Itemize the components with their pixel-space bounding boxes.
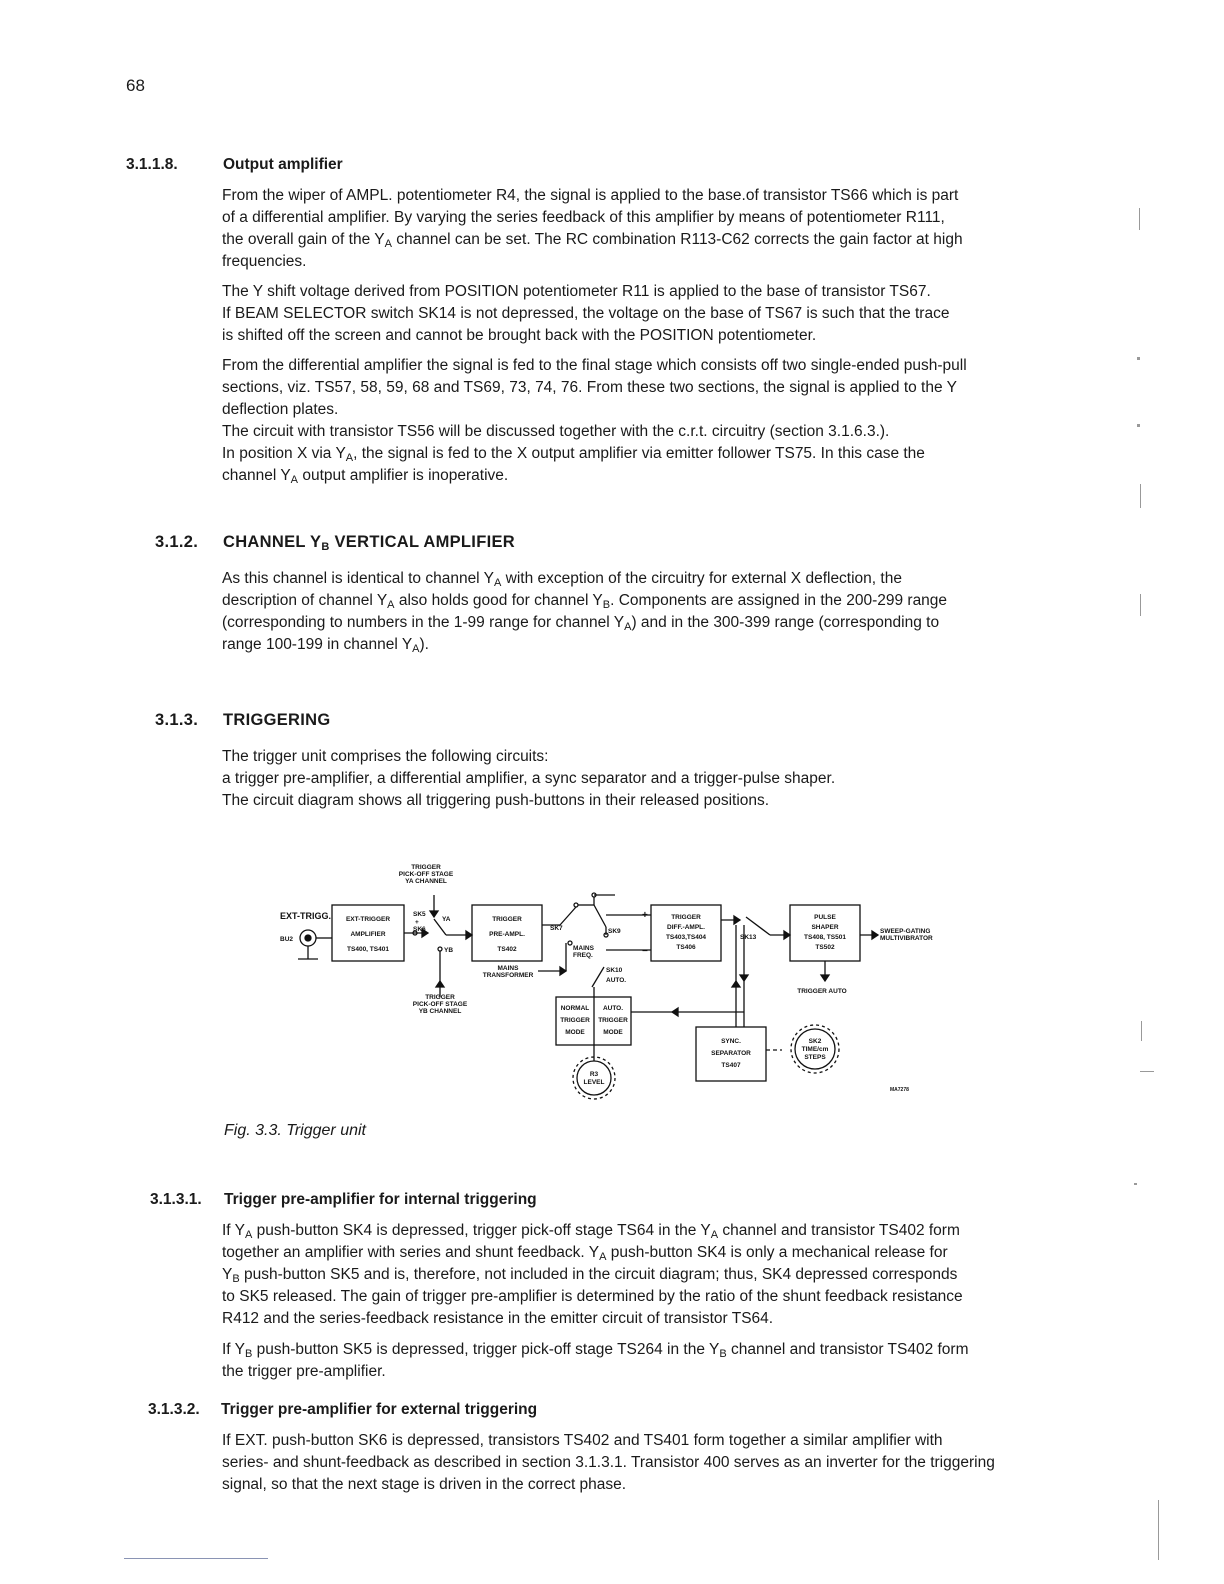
paragraph-line — [222, 590, 1052, 612]
label: MAINS — [497, 965, 519, 972]
label: SK9 — [608, 928, 621, 935]
label: MAINS — [573, 945, 594, 952]
label: + — [642, 910, 648, 921]
paragraph-line — [222, 1339, 1052, 1361]
paragraph-line: sections, viz. TS57, 58, 59, 68 and TS69, 73, 74, 76. From these two sections, the signal is applied to the Y — [222, 379, 957, 396]
section-title-part: CHANNEL Y — [223, 533, 322, 551]
paragraph — [222, 1430, 1052, 1496]
label: SK13 — [740, 934, 757, 941]
text-segment: push-button SK4 is only a mechanical release for — [606, 1244, 948, 1261]
paragraph-line: deflection plates. — [222, 401, 339, 418]
label: + — [415, 919, 419, 926]
label: PRE-AMPL. — [489, 931, 525, 938]
label: − — [642, 946, 648, 957]
text-segment: channel can be set. The RC combination R113-C62 corrects the gain factor at high — [391, 231, 963, 248]
label: TRIGGER — [492, 916, 522, 923]
label: TRIGGER — [560, 1017, 590, 1024]
paragraph-line: If EXT. push-button SK6 is depressed, transistors TS402 and TS401 form together a similar amplifier with — [222, 1432, 943, 1449]
paragraph-line — [222, 1242, 1052, 1264]
paragraph — [222, 568, 1052, 656]
paragraph-line — [222, 1264, 1052, 1286]
paragraph-line: signal, so that the next stage is driven in the correct phase. — [222, 1476, 627, 1493]
paragraph-line: From the differential amplifier the signal is fed to the final stage which consists off two single-ended push-pull — [222, 357, 967, 374]
label: TRIGGER — [598, 1017, 628, 1024]
subscript: A — [710, 1229, 719, 1241]
subscript: A — [290, 474, 299, 486]
paragraph-line: The trigger unit comprises the following circuits: — [222, 748, 549, 765]
paragraph — [222, 746, 1052, 812]
subscript: A — [345, 452, 354, 464]
paragraph — [222, 1220, 1052, 1330]
subscript: A — [412, 643, 420, 655]
scan-mark — [1134, 1183, 1137, 1185]
text-segment: channel Y — [222, 467, 291, 484]
section-number: 3.1.3.2. — [148, 1401, 200, 1418]
subscript: A — [244, 1229, 253, 1241]
paragraph-line: the trigger pre-amplifier. — [222, 1363, 386, 1380]
text-segment: (corresponding to numbers in the 1-99 range for channel Y — [222, 614, 625, 631]
label: TS408, TS501 — [804, 934, 846, 941]
text-segment: with exception of the circuitry for external X deflection, the — [501, 570, 902, 587]
label: AMPLIFIER — [350, 931, 386, 938]
text-segment: push-button SK4 is depressed, trigger pick-off stage TS64 in the Y — [252, 1222, 711, 1239]
subscript: B — [719, 1348, 727, 1360]
paragraph-line: of a differential amplifier. By varying the series feedback of this amplifier by means of potentiometer R111, — [222, 209, 945, 226]
label: EXT-TRIGGER — [345, 916, 391, 923]
text-segment: channel and transistor TS402 form — [726, 1341, 969, 1358]
paragraph-line: to SK5 released. The gain of trigger pre-amplifier is determined by the ratio of the shunt feedback resistance — [222, 1288, 963, 1305]
label: TRIGGER — [671, 914, 701, 921]
figure-code: MA7278 — [890, 1087, 909, 1093]
label: TS406 — [676, 944, 696, 951]
diagram-labels — [280, 864, 933, 1093]
text-segment: In position X via Y — [222, 445, 346, 462]
label: PICK-OFF STAGE — [412, 1001, 468, 1008]
section-title: Trigger pre-amplifier for external triggering — [221, 1401, 538, 1418]
label: AUTO. — [606, 977, 627, 984]
paragraph-line — [222, 612, 1052, 634]
section-title: Output amplifier — [223, 156, 343, 173]
text-segment: . Components are assigned in the 200-299 range — [610, 592, 948, 609]
subscript: A — [387, 599, 395, 611]
text-segment: If Y — [222, 1341, 245, 1358]
paragraph — [222, 185, 1052, 273]
paragraph-line — [222, 568, 1052, 590]
text-segment: , the signal is fed to the X output amplifier via emitter follower TS75. In this case the — [353, 445, 925, 462]
paragraph-line: If BEAM SELECTOR switch SK14 is not depressed, the voltage on the base of TS67 is such that the trace — [222, 305, 950, 322]
section-title-subscript: B — [321, 541, 330, 553]
label: SK2 — [808, 1038, 822, 1045]
paragraph-line: The circuit diagram shows all triggering push-buttons in their released positions. — [222, 792, 770, 809]
text-segment: ) and in the 300-399 range (corresponding to — [631, 614, 940, 631]
paragraph-line: series- and shunt-feedback as described in section 3.1.3.1. Transistor 400 serves as an inverter for the triggering — [222, 1454, 995, 1471]
paragraph-line: R412 and the series-feedback resistance in the emitter circuit of transistor TS64. — [222, 1310, 774, 1327]
label: STEPS — [804, 1054, 826, 1061]
text-segment: also holds good for channel Y — [394, 592, 603, 609]
label: NORMAL — [560, 1005, 590, 1012]
label: TS402 — [497, 946, 517, 953]
text-segment: output amplifier is inoperative. — [298, 467, 509, 484]
footer-rule — [124, 1558, 268, 1559]
label: YA CHANNEL — [405, 878, 447, 885]
scan-mark — [1137, 357, 1140, 360]
text-segment: channel and transistor TS402 form — [718, 1222, 960, 1239]
text-segment: ). — [419, 636, 429, 653]
label: MODE — [603, 1029, 623, 1036]
subscript: B — [602, 599, 611, 611]
scan-mark — [1139, 208, 1140, 230]
label: SHAPER — [811, 924, 839, 931]
label: PICK-OFF STAGE — [398, 871, 454, 878]
paragraph-line: From the wiper of AMPL. potentiometer R4, the signal is applied to the base.of transistor TS66 which is part — [222, 187, 959, 204]
label: LEVEL — [583, 1079, 605, 1086]
label: TS502 — [815, 944, 835, 951]
label: TRIGGER — [425, 994, 455, 1001]
label: MULTIVIBRATOR — [880, 935, 933, 942]
section-number: 3.1.1.8. — [126, 156, 178, 173]
label: TS403,TS404 — [665, 934, 707, 941]
figure-caption: Fig. 3.3. Trigger unit — [224, 1122, 366, 1139]
text-segment: range 100-199 in channel Y — [222, 636, 413, 653]
label: TRIGGER — [411, 864, 441, 871]
label: PULSE — [814, 914, 836, 921]
section-title — [223, 533, 515, 552]
paragraph-line — [222, 443, 1052, 465]
label: SK5 — [413, 911, 426, 918]
paragraph-line: The Y shift voltage derived from POSITION potentiometer R11 is applied to the base of transistor TS67. — [222, 283, 931, 300]
scan-mark — [1140, 1071, 1154, 1072]
paragraph-line — [222, 465, 1052, 487]
label: SEPARATOR — [711, 1050, 751, 1057]
label: SWEEP-GATING — [880, 928, 931, 935]
text-segment: together an amplifier with series and shunt feedback. Y — [222, 1244, 600, 1261]
label: TS400, TS401 — [347, 946, 389, 953]
scan-mark — [1158, 1500, 1159, 1560]
label: SYNC. — [721, 1038, 741, 1045]
label: R3 — [589, 1071, 599, 1078]
scan-mark — [1137, 424, 1140, 427]
scan-mark — [1140, 484, 1141, 508]
paragraph-line — [222, 1220, 1052, 1242]
subscript: A — [384, 238, 392, 250]
section-title: TRIGGERING — [223, 711, 331, 729]
trigger-unit-diagram — [270, 855, 970, 1105]
paragraph-line — [222, 634, 1052, 656]
section-number: 3.1.2. — [155, 533, 199, 551]
label: YB CHANNEL — [418, 1008, 462, 1015]
label: TRANSFORMER — [482, 972, 534, 979]
scan-mark — [1140, 594, 1141, 616]
paragraph-line — [222, 229, 1052, 251]
text-segment: push-button SK5 is depressed, trigger pick-off stage TS264 in the Y — [252, 1341, 720, 1358]
section-number: 3.1.3.1. — [150, 1191, 202, 1208]
scan-mark — [1141, 1021, 1142, 1041]
label: TRIGGER AUTO — [797, 988, 847, 995]
label: YB — [444, 947, 454, 954]
text-segment: the overall gain of the Y — [222, 231, 385, 248]
paragraph-line: a trigger pre-amplifier, a differential amplifier, a sync separator and a trigger-pulse shaper. — [222, 770, 836, 787]
label: SK7 — [550, 925, 563, 932]
paragraph — [222, 355, 1052, 487]
text-segment: Y — [222, 1266, 233, 1283]
label: TS407 — [721, 1062, 741, 1069]
paragraph-line: The circuit with transistor TS56 will be discussed together with the c.r.t. circuitry (section 3.1.6.3.). — [222, 423, 890, 440]
paragraph — [222, 1339, 1052, 1383]
section-number: 3.1.3. — [155, 711, 199, 729]
paragraph-line: frequencies. — [222, 253, 307, 270]
label: BU2 — [280, 936, 294, 943]
label: AUTO. — [602, 1005, 624, 1012]
text-segment: As this channel is identical to channel Y — [222, 570, 494, 587]
label: FREQ. — [573, 952, 593, 959]
section-title: Trigger pre-amplifier for internal triggering — [224, 1191, 537, 1208]
subscript: A — [599, 1251, 607, 1263]
subscript: A — [624, 621, 632, 633]
diagram-lines — [298, 893, 878, 1099]
text-segment: description of channel Y — [222, 592, 388, 609]
subscript: B — [232, 1273, 240, 1285]
paragraph — [222, 281, 1052, 347]
label: EXT-TRIGG. — [280, 911, 332, 921]
label: DIFF.-AMPL. — [667, 924, 705, 931]
label: SK6 — [413, 926, 426, 933]
text-segment: push-button SK5 and is, therefore, not included in the circuit diagram; thus, SK4 depressed corresponds — [239, 1266, 958, 1283]
subscript: B — [244, 1348, 253, 1360]
subscript: A — [494, 577, 502, 589]
label: TIME/cm — [801, 1046, 829, 1053]
label: SK10 — [606, 967, 623, 974]
text-segment: If Y — [222, 1222, 245, 1239]
section-title-part: VERTICAL AMPLIFIER — [329, 533, 515, 551]
paragraph-line: is shifted off the screen and cannot be brought back with the POSITION potentiometer. — [222, 327, 817, 344]
label: MODE — [565, 1029, 585, 1036]
label: YA — [442, 916, 451, 923]
page-number: 68 — [126, 76, 145, 95]
